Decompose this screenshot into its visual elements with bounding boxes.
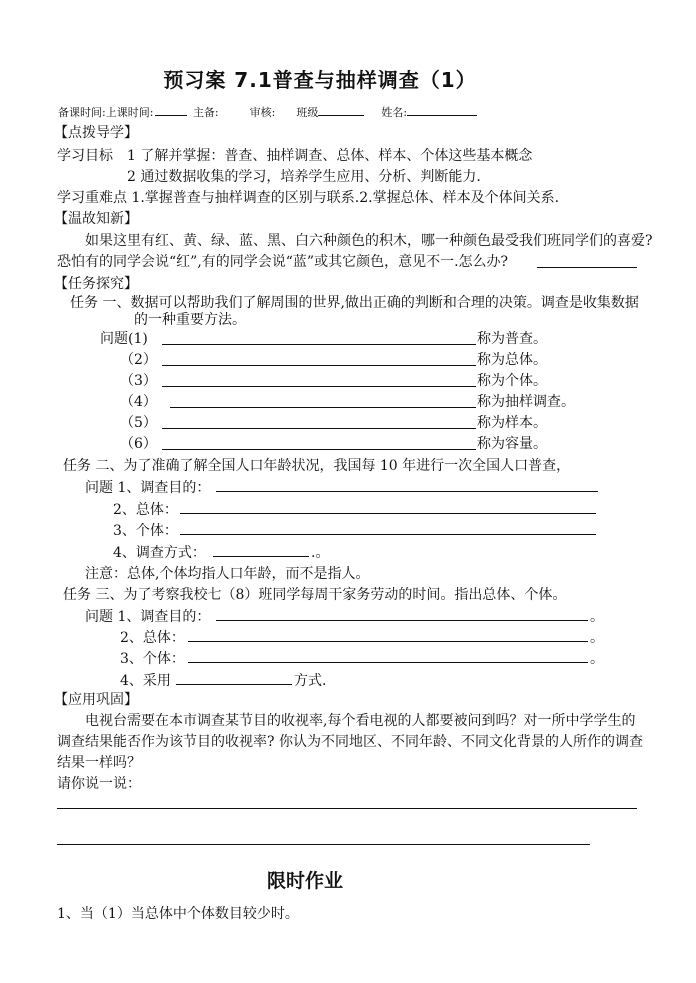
task1-line-2: 的一种重要方法。 bbox=[134, 312, 246, 328]
section-explore: 【任务探究】 bbox=[54, 276, 138, 292]
task3-q2: 2、总体： bbox=[120, 630, 185, 646]
name-label: 姓名: bbox=[381, 106, 408, 119]
task2-q4: 4、调查方式： bbox=[113, 545, 206, 561]
page-title: 预习案 7.1普查与抽样调查（1） bbox=[163, 68, 477, 92]
task1-q1-label: 问题(1) bbox=[100, 331, 148, 347]
homework-title: 限时作业 bbox=[266, 870, 343, 892]
apply-line-3: 结果一样吗？ bbox=[57, 755, 141, 771]
task3-q1-period: 。 bbox=[590, 609, 604, 625]
task3-q4-blank[interactable] bbox=[176, 684, 292, 685]
task2-q4-end: .。 bbox=[311, 545, 330, 561]
review-line-1: 如果这里有红、黄、绿、蓝、黑、白六种颜色的积木，哪一种颜色最受我们班同学们的喜爱? bbox=[85, 233, 653, 249]
task2-q1: 问题 1、调查目的： bbox=[85, 480, 211, 496]
section-guide: 【点拨导学】 bbox=[54, 125, 138, 141]
task1-line-1: 任务 一、数据可以帮助我们了解周围的世界,做出正确的判断和合理的决策。调查是收集数据 bbox=[70, 295, 639, 311]
task1-q6-label: （6） bbox=[120, 436, 157, 452]
task1-q4-label: （4） bbox=[120, 394, 157, 410]
task3-q1-blank[interactable] bbox=[216, 620, 588, 621]
task2-q4-blank[interactable] bbox=[213, 556, 309, 557]
section-review: 【温故知新】 bbox=[54, 211, 138, 227]
task1-q3-blank[interactable] bbox=[162, 386, 476, 387]
task2-line-1: 任务 二、为了准确了解全国人口年龄状况，我国每 10 年进行一次全国人口普查， bbox=[63, 458, 571, 474]
apply-answer-line-2[interactable] bbox=[57, 844, 590, 845]
task3-line-1: 任务 三、为了考察我校七（8）班同学每周干家务劳动的时间。指出总体、个体。 bbox=[63, 587, 567, 603]
task3-q3-period: 。 bbox=[590, 651, 604, 667]
task1-q4-suffix: 称为抽样调查。 bbox=[477, 394, 575, 410]
apply-line-2: 调查结果能否作为该节目的收视率? 你认为不同地区、不同年龄、不同文化背景的人所作的调查 bbox=[57, 734, 643, 750]
apply-line-1: 电视台需要在本市调查某节目的收视率,每个看电视的人都要被问到吗？对一所中学学生的 bbox=[85, 713, 636, 729]
review-answer-line[interactable] bbox=[537, 267, 637, 268]
task1-q4-blank[interactable] bbox=[170, 407, 476, 408]
prep-time-label: 备课时间: bbox=[58, 106, 106, 119]
task2-q1-blank[interactable] bbox=[216, 491, 598, 492]
task2-q2-blank[interactable] bbox=[180, 513, 596, 514]
apply-answer-line-1[interactable] bbox=[57, 808, 637, 809]
goal-2: 2 通过数据收集的学习，培养学生应用、分析、判断能力. bbox=[127, 169, 481, 185]
task1-q2-suffix: 称为总体。 bbox=[477, 352, 547, 368]
task1-q5-label: （5） bbox=[120, 415, 157, 431]
task1-q1-blank[interactable] bbox=[162, 344, 476, 345]
task1-q5-blank[interactable] bbox=[162, 428, 476, 429]
meta-line bbox=[58, 104, 477, 120]
goals-label: 学习目标 bbox=[57, 148, 113, 164]
key-points: 学习重难点 1.掌握普查与抽样调查的区别与联系.2.掌握总体、样本及个体间关系. bbox=[57, 190, 560, 206]
homework-item-1: 1、当（1）当总体中个体数目较少时。 bbox=[57, 906, 299, 922]
task1-q5-suffix: 称为样本。 bbox=[477, 415, 547, 431]
class-label: 班级 bbox=[296, 106, 319, 119]
task3-q3: 3、个体： bbox=[120, 651, 185, 667]
section-apply: 【应用巩固】 bbox=[54, 692, 138, 708]
task1-q3-suffix: 称为个体。 bbox=[477, 373, 547, 389]
task1-q6-suffix: 称为容量。 bbox=[477, 436, 547, 452]
task3-q2-period: 。 bbox=[590, 630, 604, 646]
task3-q3-blank[interactable] bbox=[188, 662, 588, 663]
main-prep-label: 主备: bbox=[192, 106, 219, 119]
class-time-label: 上课时间: bbox=[105, 106, 154, 119]
task2-q3-blank[interactable] bbox=[180, 534, 596, 535]
task3-q1: 问题 1、调查目的： bbox=[85, 609, 211, 625]
task1-q2-label: （2） bbox=[120, 352, 157, 368]
goal-1: 1 了解并掌握：普查、抽样调查、总体、样本、个体这些基本概念 bbox=[127, 148, 533, 164]
task1-q1-suffix: 称为普查。 bbox=[477, 331, 547, 347]
task3-q2-blank[interactable] bbox=[188, 641, 588, 642]
apply-line-4: 请你说一说： bbox=[57, 776, 141, 792]
task1-q2-blank[interactable] bbox=[162, 365, 476, 366]
task1-q3-label: （3） bbox=[120, 373, 157, 389]
task1-q6-blank[interactable] bbox=[162, 449, 476, 450]
task3-q4: 4、采用 bbox=[120, 673, 171, 689]
task2-note: 注意：总体,个体均指人口年龄，而不是指人。 bbox=[85, 566, 370, 582]
review-line-2: 恐怕有的同学会说“红”,有的同学会说“蓝”或其它颜色，意见不一.怎么办? bbox=[57, 254, 509, 270]
task3-q4-end: 方式. bbox=[294, 673, 327, 689]
task2-q2: 2、总体： bbox=[113, 502, 178, 518]
review-label: 审核: bbox=[249, 106, 276, 119]
task2-q3: 3、个体： bbox=[113, 523, 178, 539]
